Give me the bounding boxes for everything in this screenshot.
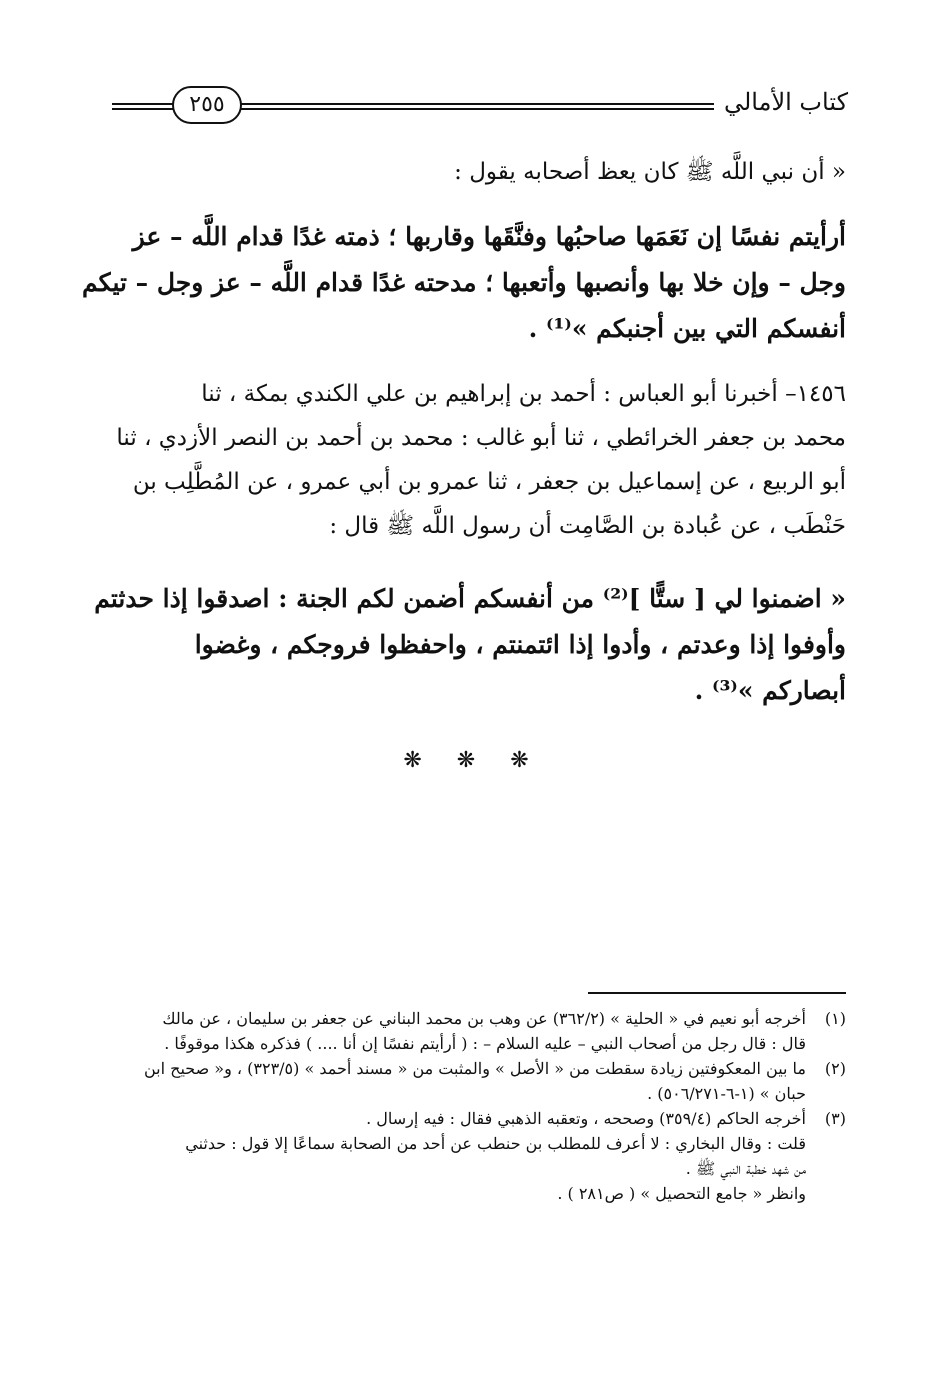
book-title: كتاب الأمالي xyxy=(714,88,848,116)
footnote-line: وانظر « جامع التحصيل » ( ص٢٨١ ) . xyxy=(557,1184,806,1203)
footnote-line: أخرجه الحاكم (٣٥٩/٤) وصححه ، وتعقبه الذهبي فقال : فيه إرسال . xyxy=(366,1109,806,1128)
footnote-line: حبان » (١-٦-٥٠٦/٢٧١) . xyxy=(647,1084,806,1103)
footnote-number: (٢) xyxy=(824,1059,846,1078)
narration-chain xyxy=(100,372,846,548)
footnote-3 xyxy=(100,1106,846,1206)
footnote-line: من شهد خطبة النبي ﷺ . xyxy=(685,1159,806,1178)
footnote-number: (٣) xyxy=(824,1109,846,1128)
intro-line xyxy=(100,150,846,194)
text-line: ١٤٥٦– أخبرنا أبو العباس : أحمد بن إبراهيم بن علي الكندي بمكة ، ثنا xyxy=(201,381,846,407)
footnote-line: قلت : وقال البخاري : لا أعرف للمطلب بن حنطب عن أحد من الصحابة سماعًا إلا قول : حدثني xyxy=(185,1134,806,1153)
text-line: « اضمنوا لي [ ستًّا ]⁽²⁾ من أنفسكم أضمن لكم الجنة : اصدقوا إذا حدثتم xyxy=(94,584,846,613)
page-header xyxy=(112,86,848,126)
text-line: حَنْطَب ، عن عُبادة بن الصَّامِت أن رسول اللَّه ﷺ قال : xyxy=(329,513,846,539)
footnote-line: قال : قال رجل من أصحاب النبي – عليه السلام – : ( أرأيتم نفسًا إن أنا .... ) فذكره هكذا موقوفًا . xyxy=(164,1034,806,1053)
footnote-1 xyxy=(100,1006,846,1056)
footnotes xyxy=(100,1006,846,1206)
text-line: وجل – وإن خلا بها وأنصبها وأتعبها ؛ مدحته غدًا قدام اللَّه – عز وجل – تيكم xyxy=(82,268,846,297)
text-line: أبصاركم »⁽³⁾ . xyxy=(694,676,846,705)
text-line: أنفسكم التي بين أجنبكم »⁽¹⁾ . xyxy=(528,314,846,343)
hadith-text-1 xyxy=(82,214,846,352)
text-line: محمد بن جعفر الخرائطي ، ثنا أبو غالب : محمد بن أحمد بن النصر الأزدي ، ثنا xyxy=(116,425,846,451)
footnote-2 xyxy=(100,1056,846,1106)
text-line: « أن نبي اللَّه ﷺ كان يعظ أصحابه يقول : xyxy=(454,159,846,185)
footnote-rule xyxy=(588,992,846,994)
text-line: أرأيتم نفسًا إن نَعَمَها صاحبُها وفنَّقَها وقاربها ؛ ذمته غدًا قدام اللَّه – عز xyxy=(132,222,846,251)
footnote-number: (١) xyxy=(824,1009,846,1028)
section-separator: ❋ ❋ ❋ xyxy=(403,748,543,773)
footnote-line: ما بين المعكوفتين زيادة سقطت من « الأصل » والمثبت من « مسند أحمد » (٣٢٣/٥) ، و« صحيح ابن xyxy=(143,1059,806,1078)
page-number: ٢٥٥ xyxy=(172,86,242,124)
text-line: أبو الربيع ، عن إسماعيل بن جعفر ، ثنا عمرو بن أبي عمرو ، عن المُطَّلِب بن xyxy=(132,469,846,495)
hadith-text-2 xyxy=(94,576,846,714)
text-line: وأوفوا إذا وعدتم ، وأدوا إذا ائتمنتم ، واحفظوا فروجكم ، وغضوا xyxy=(194,630,846,659)
footnote-line: أخرجه أبو نعيم في « الحلية » (٣٦٢/٢) عن وهب بن محمد البناني عن جعفر بن سليمان ، عن مالك xyxy=(162,1009,806,1028)
